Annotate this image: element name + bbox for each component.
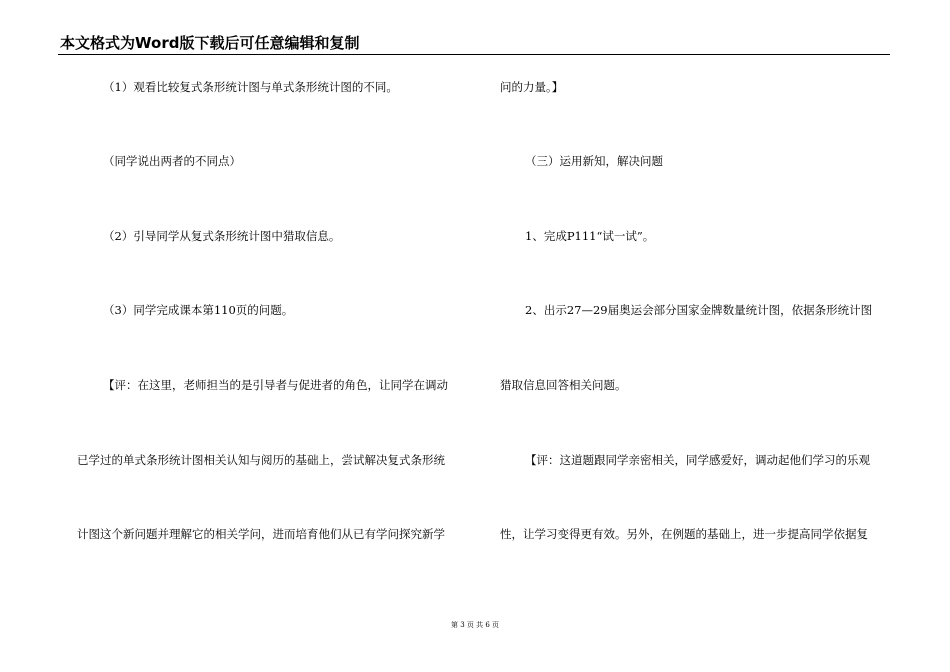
paragraph-line: 1、完成P111“试一试”。 [525,229,655,243]
page-number: 第 3 页 共 6 页 [450,621,500,629]
paragraph-line: （2）引导同学从复式条形统计图中猎取信息。 [103,229,341,243]
paragraph-line: （三）运用新知，解决问题 [525,154,663,168]
paragraph-line: 已学过的单式条形统计图相关认知与阅历的基础上，尝试解决复式条形统 [77,453,445,467]
paragraph-line: 2、出示27—29届奥运会部分国家金牌数量统计图，依据条形统计图 [525,303,873,317]
paragraph-line: （同学说出两者的不同点） [103,154,241,168]
paragraph-line: 猎取信息回答相关问题。 [500,378,627,392]
paragraph-line: 计图这个新问题并理解它的相关学问，进而培育他们从已有学问探究新学 [77,527,445,541]
document-header-title: 本文格式为Word版下载后可任意编辑和复制 [60,34,360,52]
paragraph-line: （3）同学完成课本第110页的问题。 [103,303,294,317]
paragraph-line: 性，让学习变得更有效。另外，在例题的基础上，进一步提高同学依据复 [500,527,868,541]
paragraph-line: 问的力量。】 [500,80,564,94]
paragraph-line: （1）观看比较复式条形统计图与单式条形统计图的不同。 [103,80,398,94]
paragraph-line: 【评：这道题跟同学亲密相关，同学感爱好，调动起他们学习的乐观 [525,453,870,467]
header-divider [58,54,890,55]
paragraph-line: 【评：在这里，老师担当的是引导者与促进者的角色，让同学在调动 [103,378,448,392]
